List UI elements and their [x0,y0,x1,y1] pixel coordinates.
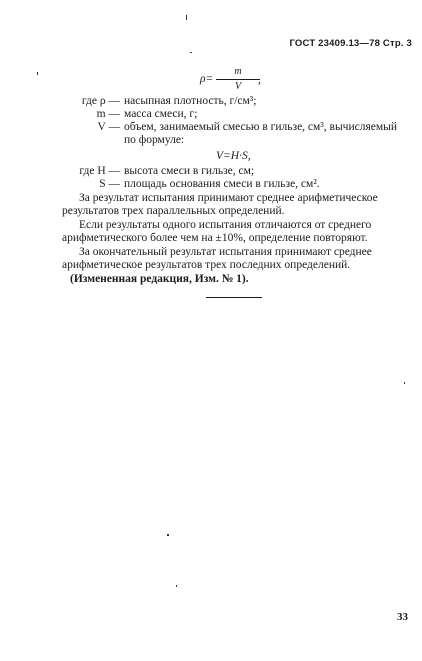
formula-fraction [212,66,264,93]
def-symbol: m — [96,108,120,120]
fraction-denominator: V [234,81,242,92]
paragraph-line: результатов трех параллельных определений. [62,205,285,217]
amendment-note: (Измененная редакция, Изм. № 1). [70,273,249,285]
def-symbol: S — [99,178,120,190]
page-number: 33 [397,611,408,623]
scan-speck [404,382,405,384]
paragraph-line: За окончательный результат испытания принимают среднее [79,246,372,258]
scan-speck [176,585,177,587]
formula-volume: V=H·S, [216,150,251,162]
fraction-numerator: m [234,66,242,77]
separator-rule [206,297,262,298]
page-header: ГОСТ 23409.13—78 Стр. 3 [289,38,412,49]
def-text: масса смеси, г; [124,108,198,120]
paragraph-line: Если результаты одного испытания отличаются от среднего [79,219,372,231]
def-symbol: где H — [79,165,120,177]
scan-speck [186,15,187,20]
paragraph-line: арифметическое результатов трех последних определений. [62,259,351,271]
def-text: высота смеси в гильзе, см; [124,165,255,177]
def-text: объем, занимаемый смесью в гильзе, см³, вычисляемый [124,121,398,133]
scan-speck [190,52,192,53]
def-symbol: V — [97,121,120,133]
scan-speck [37,72,38,75]
formula-trail: , [258,74,261,86]
scan-speck [167,534,169,536]
paragraph-line: арифметического более чем на ±10%, определение повторяют. [62,232,368,244]
fraction-bar [216,79,260,80]
def-symbol: где ρ — [81,95,120,107]
formula-lhs: ρ= [200,73,214,85]
def-text: насыпная плотность, г/см³; [124,95,257,107]
paragraph-line: За результат испытания принимают среднее арифметическое [79,192,378,204]
def-text: площадь основания смеси в гильзе, см². [124,178,320,190]
def-text: по формуле: [124,134,185,146]
